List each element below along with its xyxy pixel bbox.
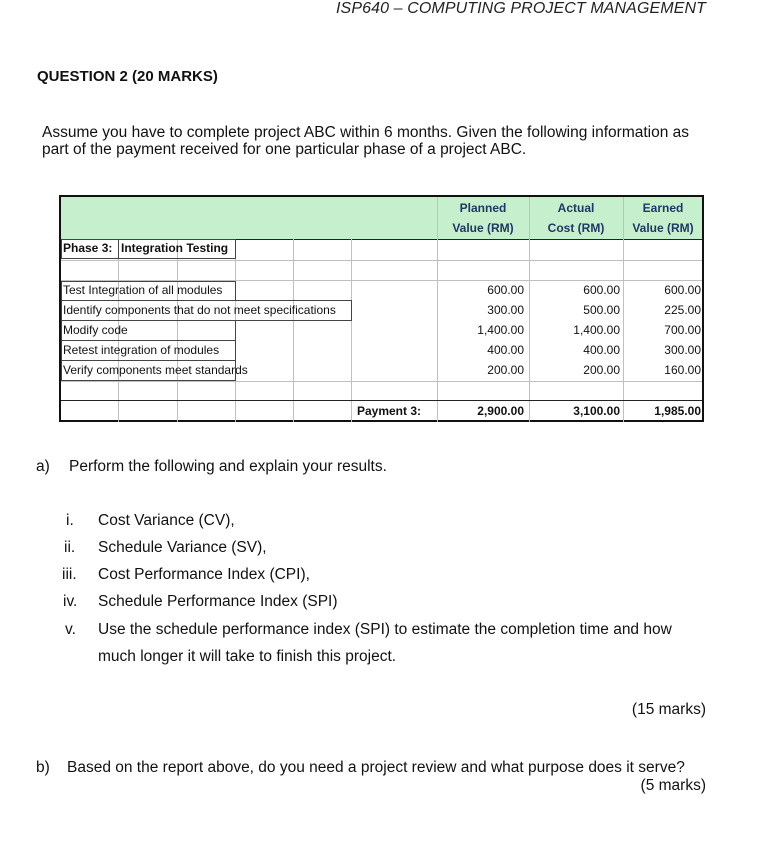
item-number: ii. [64,539,76,556]
earned-value: 600.00 [664,283,701,297]
col-header-line: Value (RM) [452,221,514,235]
planned-value: 200.00 [487,363,524,377]
actual-cost: 500.00 [583,303,620,317]
earned-value: 700.00 [664,323,701,337]
part-b-text: Based on the report above, do you need a project review and what purpose does it serve? [67,759,685,776]
part-b-marks: (5 marks) [640,777,706,794]
col-header-planned [438,198,528,238]
task-name: Verify components meet standards [63,363,248,377]
part-a-prompt: Perform the following and explain your results. [69,458,387,475]
earned-value-table [59,195,704,422]
earned-value: 225.00 [664,303,701,317]
part-b-marker: b) [36,759,50,776]
totals-label: Payment 3: [356,404,421,418]
total-earned: 1,985.00 [654,404,701,418]
item-number: v. [65,621,76,638]
col-header-line: Value (RM) [632,221,694,235]
item-text: Schedule Performance Index (SPI) [98,593,338,610]
item-text: Schedule Variance (SV), [98,539,267,556]
intro-paragraph: Assume you have to complete project ABC within 6 months. Given the following information as part of the payment received for one particular phase of a project ABC. [42,124,690,158]
earned-value: 300.00 [664,343,701,357]
phase-label: Phase 3: [63,241,113,255]
col-header-line: Planned [459,201,507,215]
phase-name: Integration Testing [121,241,229,255]
col-header-actual [530,198,622,238]
col-header-earned [624,198,702,238]
totals-top-rule [61,400,702,401]
total-planned: 2,900.00 [477,404,524,418]
item-text: Cost Performance Index (CPI), [98,566,310,583]
col-header-line: Actual [557,201,595,215]
grid-line [61,260,702,261]
item-text: Cost Variance (CV), [98,512,235,529]
question-title: QUESTION 2 (20 MARKS) [37,68,218,85]
page-header: ISP640 – COMPUTING PROJECT MANAGEMENT [336,0,706,17]
actual-cost: 600.00 [583,283,620,297]
part-a-marker: a) [36,458,50,475]
item-text: Use the schedule performance index (SPI) to estimate the completion time and how [98,621,672,638]
planned-value: 400.00 [487,343,524,357]
task-name: Modify code [63,323,128,337]
task-name: Identify components that do not meet specifications [63,303,336,317]
planned-value: 300.00 [487,303,524,317]
earned-value: 160.00 [664,363,701,377]
total-actual: 3,100.00 [573,404,620,418]
actual-cost: 1,400.00 [573,323,620,337]
task-name: Retest integration of modules [63,343,220,357]
item-number: iii. [62,566,77,583]
item-number: i. [66,512,74,529]
item-text-continued: much longer it will take to finish this project. [98,648,397,665]
task-name: Test Integration of all modules [63,283,223,297]
grid-line [61,381,702,382]
col-header-line: Earned [642,201,684,215]
grid-line [351,239,352,422]
col-header-line: Cost (RM) [547,221,605,235]
part-a-marks: (15 marks) [631,701,706,718]
actual-cost: 400.00 [583,343,620,357]
item-number: iv. [63,593,78,610]
grid-line [293,239,294,422]
planned-value: 1,400.00 [477,323,524,337]
planned-value: 600.00 [487,283,524,297]
actual-cost: 200.00 [583,363,620,377]
